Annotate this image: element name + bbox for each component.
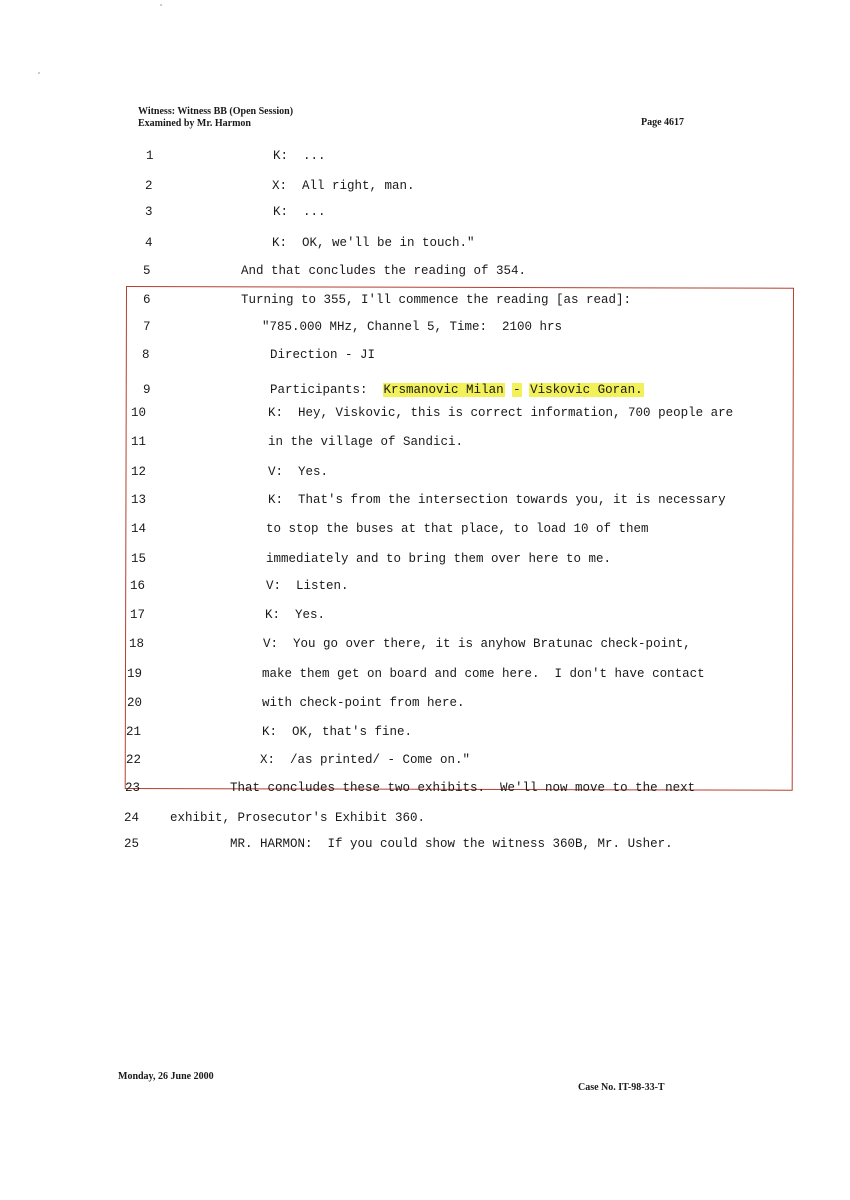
transcript-line xyxy=(0,176,850,196)
line-number: 4 xyxy=(145,236,153,250)
transcript-line xyxy=(0,233,850,253)
transcript-line xyxy=(0,519,850,539)
transcript-line xyxy=(0,290,850,310)
footer-case-number: Case No. IT-98-33-T xyxy=(578,1082,665,1093)
line-number: 22 xyxy=(126,753,142,767)
line-text: K: ... xyxy=(273,205,326,219)
line-number: 17 xyxy=(130,608,146,622)
line-text: K: Yes. xyxy=(265,608,326,622)
transcript-line xyxy=(0,490,850,510)
line-text: And that concludes the reading of 354. xyxy=(241,264,527,278)
line-number: 21 xyxy=(126,725,142,739)
transcript-line xyxy=(0,462,850,482)
line-text: X: /as printed/ - Come on." xyxy=(260,753,471,767)
transcript-line xyxy=(0,693,850,713)
examined-by-label: Examined by Mr. Harmon xyxy=(138,118,251,129)
transcript-line xyxy=(0,576,850,596)
line-text: K: That's from the intersection towards you, it is necessary xyxy=(268,493,726,507)
line-text: make them get on board and come here. I don't have contact xyxy=(262,667,705,681)
transcript-line xyxy=(0,345,850,365)
line-number: 19 xyxy=(127,667,143,681)
line-text: That concludes these two exhibits. We'll now move to the next xyxy=(230,781,696,795)
highlighted-name: Krsmanovic Milan xyxy=(383,383,504,397)
line-number: 15 xyxy=(131,552,147,566)
participants-line xyxy=(270,380,644,400)
line-number: 16 xyxy=(130,579,146,593)
line-number: 5 xyxy=(143,264,151,278)
transcript-line xyxy=(0,808,850,828)
line-text: V: Listen. xyxy=(266,579,349,593)
transcript-line xyxy=(0,432,850,452)
line-number: 3 xyxy=(145,205,153,219)
line-text: in the village of Sandici. xyxy=(268,435,464,449)
line-number: 18 xyxy=(129,637,145,651)
highlighted-name: Viskovic Goran. xyxy=(530,383,643,397)
line-text: with check-point from here. xyxy=(262,696,465,710)
line-text: V: You go over there, it is anyhow Bratunac check-point, xyxy=(263,637,691,651)
line-text: MR. HARMON: If you could show the witness 360B, Mr. Usher. xyxy=(230,837,673,851)
transcript-line xyxy=(0,380,850,400)
highlighted-separator: - xyxy=(513,383,521,397)
participants-label: Participants: xyxy=(270,383,368,397)
line-text: immediately and to bring them over here to me. xyxy=(266,552,612,566)
transcript-line xyxy=(0,317,850,337)
footer-date: Monday, 26 June 2000 xyxy=(118,1071,214,1082)
line-number: 11 xyxy=(131,435,147,449)
line-number: 12 xyxy=(131,465,147,479)
line-text: "785.000 MHz, Channel 5, Time: 2100 hrs xyxy=(262,320,563,334)
transcript-line xyxy=(0,605,850,625)
line-number: 13 xyxy=(131,493,147,507)
transcript-line xyxy=(0,750,850,770)
line-text: K: OK, that's fine. xyxy=(262,725,413,739)
line-text: X: All right, man. xyxy=(272,179,415,193)
line-number: 1 xyxy=(146,149,154,163)
page-header-left xyxy=(138,106,293,130)
line-number: 8 xyxy=(142,348,150,362)
transcript-line xyxy=(0,403,850,423)
line-number: 7 xyxy=(143,320,151,334)
witness-label: Witness: Witness BB (Open Session) xyxy=(138,106,294,117)
transcript-line xyxy=(0,202,850,222)
line-text: to stop the buses at that place, to load 10 of them xyxy=(266,522,649,536)
line-number: 14 xyxy=(131,522,147,536)
line-text: K: Hey, Viskovic, this is correct information, 700 people are xyxy=(268,406,734,420)
line-text: V: Yes. xyxy=(268,465,329,479)
line-number: 24 xyxy=(124,811,140,825)
scan-speck xyxy=(38,72,40,74)
transcript-line xyxy=(0,664,850,684)
line-text: K: ... xyxy=(273,149,326,163)
line-number: 6 xyxy=(143,293,151,307)
line-number: 25 xyxy=(124,837,140,851)
transcript-line xyxy=(0,834,850,854)
line-number: 2 xyxy=(145,179,153,193)
line-text: K: OK, we'll be in touch." xyxy=(272,236,475,250)
line-text: Direction - JI xyxy=(270,348,376,362)
scan-speck xyxy=(160,4,162,6)
page-number: Page 4617 xyxy=(641,117,685,128)
line-text: Turning to 355, I'll commence the reading [as read]: xyxy=(241,293,632,307)
transcript-line xyxy=(0,146,850,166)
transcript-line xyxy=(0,778,850,798)
line-number: 20 xyxy=(127,696,143,710)
transcript-line xyxy=(0,549,850,569)
transcript-line xyxy=(0,261,850,281)
line-text: exhibit, Prosecutor's Exhibit 360. xyxy=(170,811,426,825)
line-number: 23 xyxy=(125,781,141,795)
line-number: 10 xyxy=(131,406,147,420)
transcript-line xyxy=(0,634,850,654)
line-number: 9 xyxy=(143,383,151,397)
transcript-line xyxy=(0,722,850,742)
